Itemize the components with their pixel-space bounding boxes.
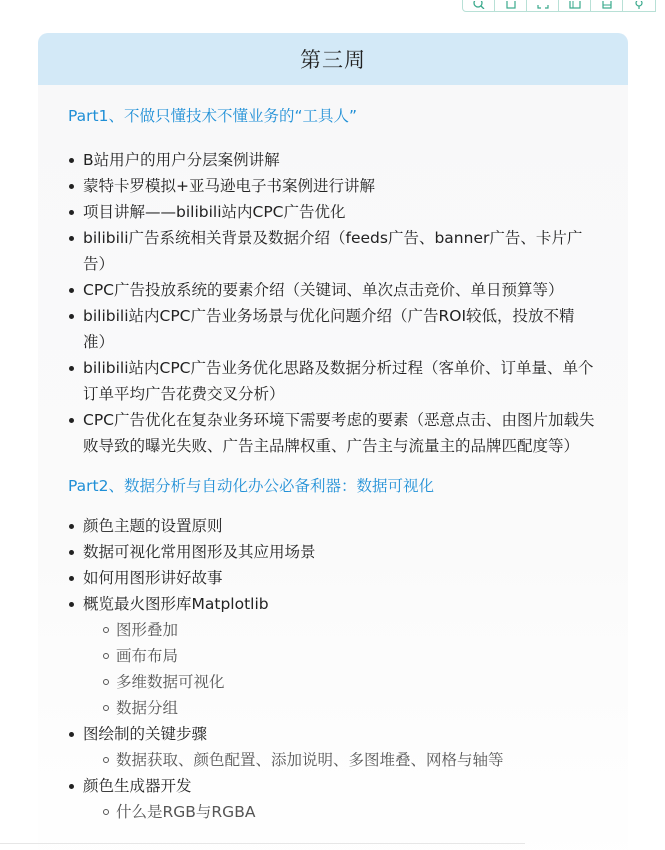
list-item-text: 蒙特卡罗模拟+亚马逊电子书案例进行讲解 xyxy=(83,177,375,195)
part1-title: Part1、不做只懂技术不懂业务的“工具人” xyxy=(68,107,358,125)
circle-bullet-icon xyxy=(103,653,109,659)
save-icon xyxy=(601,1,613,9)
divider xyxy=(0,843,525,844)
circle-bullet-icon xyxy=(103,757,109,763)
settings-button[interactable] xyxy=(623,0,655,11)
circle-bullet-icon xyxy=(103,705,109,711)
export-button[interactable] xyxy=(495,0,527,11)
list-item xyxy=(68,539,596,565)
sub-list xyxy=(83,747,596,773)
bullet-icon xyxy=(69,418,74,423)
list-item xyxy=(68,407,596,459)
image-button[interactable] xyxy=(559,0,591,11)
list-item xyxy=(68,173,596,199)
settings-icon xyxy=(633,1,645,9)
bullet-icon xyxy=(69,576,74,581)
bullet-icon xyxy=(69,288,74,293)
part2-list xyxy=(68,513,596,825)
list-item xyxy=(68,147,596,173)
list-item xyxy=(68,355,596,407)
card-header xyxy=(38,33,628,85)
sub-list-item-text: 多维数据可视化 xyxy=(116,673,225,691)
sub-list-item xyxy=(83,669,596,695)
sub-list-item xyxy=(83,643,596,669)
bullet-icon xyxy=(69,210,74,215)
list-item xyxy=(68,303,596,355)
image-icon xyxy=(569,1,581,9)
list-item-text: 数据可视化常用图形及其应用场景 xyxy=(83,543,316,561)
bullet-icon xyxy=(69,602,74,607)
list-item xyxy=(68,591,596,721)
sub-list-item-text: 数据获取、颜色配置、添加说明、多图堆叠、网格与轴等 xyxy=(116,751,504,769)
circle-bullet-icon xyxy=(103,679,109,685)
fullscreen-button[interactable] xyxy=(527,0,559,11)
sub-list-item xyxy=(83,747,596,773)
list-item xyxy=(68,199,596,225)
list-item-text: CPC广告优化在复杂业务环境下需要考虑的要素（恶意点击、由图片加载失败导致的曝光失败、广告主品牌权重、广告主与流量主的品牌匹配度等） xyxy=(83,411,595,455)
list-item xyxy=(68,721,596,773)
toolbar xyxy=(462,0,656,12)
sub-list xyxy=(83,799,596,825)
list-item-text: 项目讲解——bilibili站内CPC广告优化 xyxy=(83,203,346,221)
sub-list-item-text: 图形叠加 xyxy=(116,621,179,639)
fullscreen-icon xyxy=(537,1,549,9)
sub-list-item xyxy=(83,617,596,643)
bullet-icon xyxy=(69,524,74,529)
card-title: 第三周 xyxy=(300,48,366,72)
bullet-icon xyxy=(69,158,74,163)
bullet-icon xyxy=(69,550,74,555)
bullet-icon xyxy=(69,236,74,241)
list-item-text: bilibili广告系统相关背景及数据介绍（feeds广告、banner广告、卡片广告） xyxy=(83,229,583,273)
list-item-text: 颜色生成器开发 xyxy=(83,777,192,795)
list-item xyxy=(68,225,596,277)
list-item-text: 颜色主题的设置原则 xyxy=(83,517,223,535)
sub-list-item xyxy=(83,695,596,721)
sub-list-item-text: 什么是RGB与RGBA xyxy=(116,803,256,821)
search-button[interactable] xyxy=(463,0,495,11)
bullet-icon xyxy=(69,784,74,789)
sub-list-item-text: 画布布局 xyxy=(116,647,179,665)
search-icon xyxy=(473,1,485,9)
circle-bullet-icon xyxy=(103,809,109,815)
export-icon xyxy=(505,1,517,9)
list-item xyxy=(68,565,596,591)
week-card xyxy=(38,33,628,850)
list-item-text: 图绘制的关键步骤 xyxy=(83,725,208,743)
list-item xyxy=(68,277,596,303)
list-item-text: 如何用图形讲好故事 xyxy=(83,569,223,587)
bullet-icon xyxy=(69,366,74,371)
sub-list xyxy=(83,617,596,721)
list-item-text: bilibili站内CPC广告业务优化思路及数据分析过程（客单价、订单量、单个订单平均广告花费交叉分析） xyxy=(83,359,594,403)
list-item xyxy=(68,773,596,825)
list-item-text: B站用户的用户分层案例讲解 xyxy=(83,151,280,169)
bullet-icon xyxy=(69,314,74,319)
card-content xyxy=(38,85,628,825)
list-item-text: bilibili站内CPC广告业务场景与优化问题介绍（广告ROI较低，投放不精准） xyxy=(83,307,575,351)
list-item-text: CPC广告投放系统的要素介绍（关键词、单次点击竞价、单日预算等） xyxy=(83,281,564,299)
sub-list-item xyxy=(83,799,596,825)
bullet-icon xyxy=(69,184,74,189)
bullet-icon xyxy=(69,732,74,737)
list-item-text: 概览最火图形库Matplotlib xyxy=(83,595,269,613)
part1-list xyxy=(68,147,596,459)
part2-title: Part2、数据分析与自动化办公必备利器：数据可视化 xyxy=(68,477,434,495)
sub-list-item-text: 数据分组 xyxy=(116,699,179,717)
list-item xyxy=(68,513,596,539)
save-button[interactable] xyxy=(591,0,623,11)
circle-bullet-icon xyxy=(103,627,109,633)
